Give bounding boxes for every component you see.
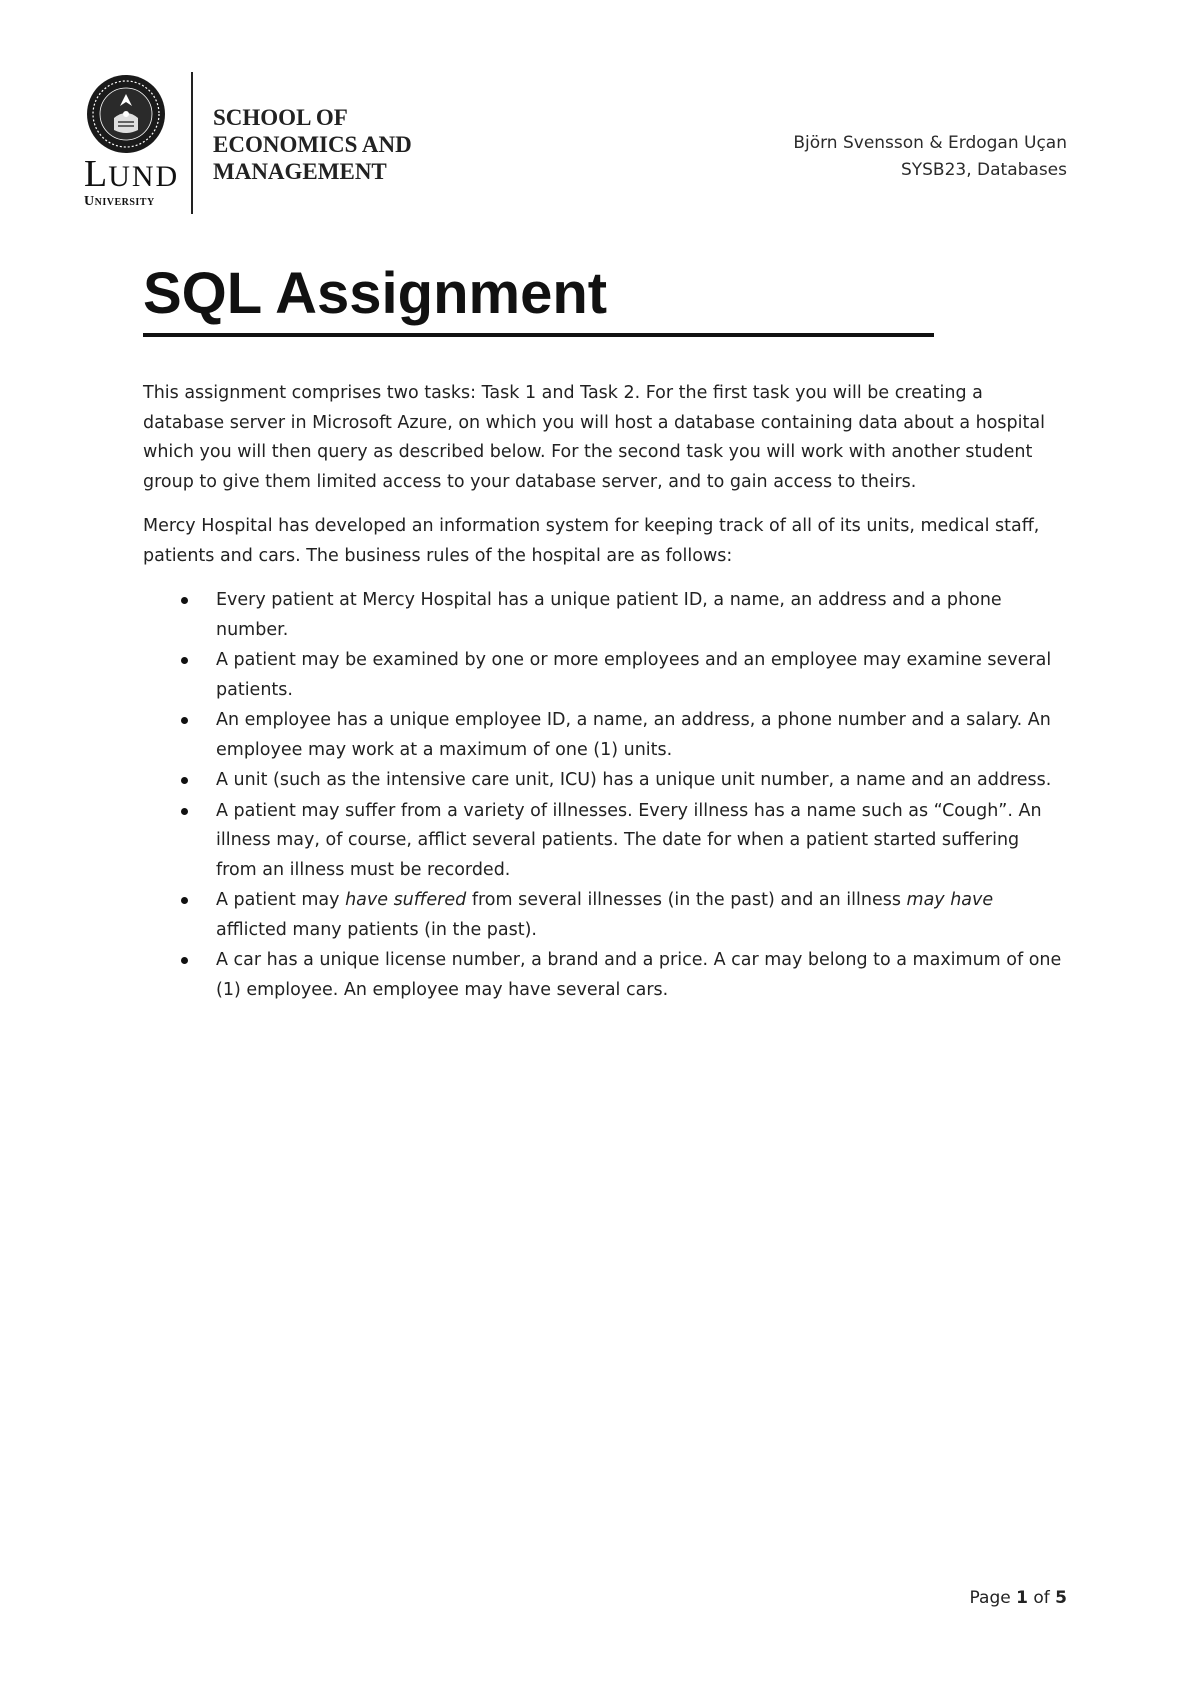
title-underline: [143, 333, 934, 337]
lund-university-seal-icon: [86, 74, 166, 154]
rule-past-part-5: afflicted many patients (in the past).: [216, 919, 537, 940]
list-item-text: A car has a unique license number, a brand and a price. A car may belong to a maximum of one (1) employee. An employee may have several cars.: [216, 950, 1062, 1000]
rule-past-italic-1: have suffered: [345, 890, 467, 910]
page-title: SQL Assignment: [143, 261, 608, 326]
hospital-paragraph: Mercy Hospital has developed an information system for keeping track of all of its units, medical staff, patients and cars. The business rules of the hospital are as follows:: [143, 516, 1040, 566]
page-total: 5: [1055, 1588, 1067, 1608]
rule-past-italic-2: may have: [906, 890, 994, 910]
logo-lund-initial: L: [84, 153, 109, 195]
logo-lund-rest: UND: [108, 160, 180, 193]
logo-lund-wordmark: [84, 153, 180, 195]
document-body: [143, 379, 1063, 1006]
list-item-text: A patient may be examined by one or more employees and an employee may examine several patients.: [216, 650, 1052, 700]
school-name-line-3: MANAGEMENT: [213, 159, 387, 184]
list-item-text: A unit (such as the intensive care unit, ICU) has a unique unit number, a name and an address.: [216, 770, 1052, 790]
header-meta: [793, 130, 1067, 184]
list-item: [143, 706, 1063, 765]
intro-paragraph: This assignment comprises two tasks: Task 1 and Task 2. For the first task you will be creating a database server in Microsoft Azure, on which you will host a database containing data about a hospital which you will then query as described below. For the second task you will work with another student group to give them limited access to your database server, and to gain access to theirs.: [143, 383, 1045, 492]
list-item: [143, 766, 1063, 796]
list-item: [143, 586, 1063, 645]
page-number: [970, 1588, 1067, 1608]
rule-past-part-1: A patient may: [216, 890, 346, 910]
rule-past-part-3: from several illnesses (in the past) and an illness: [466, 890, 907, 910]
school-name: [213, 104, 412, 185]
list-item: [143, 646, 1063, 705]
list-item: [143, 886, 1063, 945]
page-word: Page: [969, 1588, 1017, 1608]
of-word: of: [1027, 1588, 1056, 1608]
school-name-line-2: ECONOMICS AND: [213, 132, 412, 157]
list-item-text: [216, 890, 993, 940]
logo-university-wordmark: University: [84, 194, 155, 209]
university-logo: [84, 74, 194, 214]
list-item-text: Every patient at Mercy Hospital has a unique patient ID, a name, an address and a phone number.: [216, 590, 1002, 640]
list-item: [143, 946, 1063, 1005]
list-item: [143, 797, 1063, 886]
list-item-text: A patient may suffer from a variety of illnesses. Every illness has a name such as “Cough”. An illness may, of course, afflict several patients. The date for when a patient started suffering from an illness must be recorded.: [216, 800, 1042, 880]
authors: Björn Svensson & Erdogan Uçan: [793, 133, 1067, 153]
page-current: 1: [1016, 1588, 1028, 1608]
school-name-line-1: SCHOOL OF: [213, 105, 348, 130]
list-item-text: An employee has a unique employee ID, a name, an address, a phone number and a salary. An employee may work at a maximum of one (1) units.: [216, 710, 1051, 760]
header-divider: [191, 72, 193, 214]
business-rules-list: [143, 586, 1063, 1005]
course-code: SYSB23, Databases: [900, 160, 1067, 180]
